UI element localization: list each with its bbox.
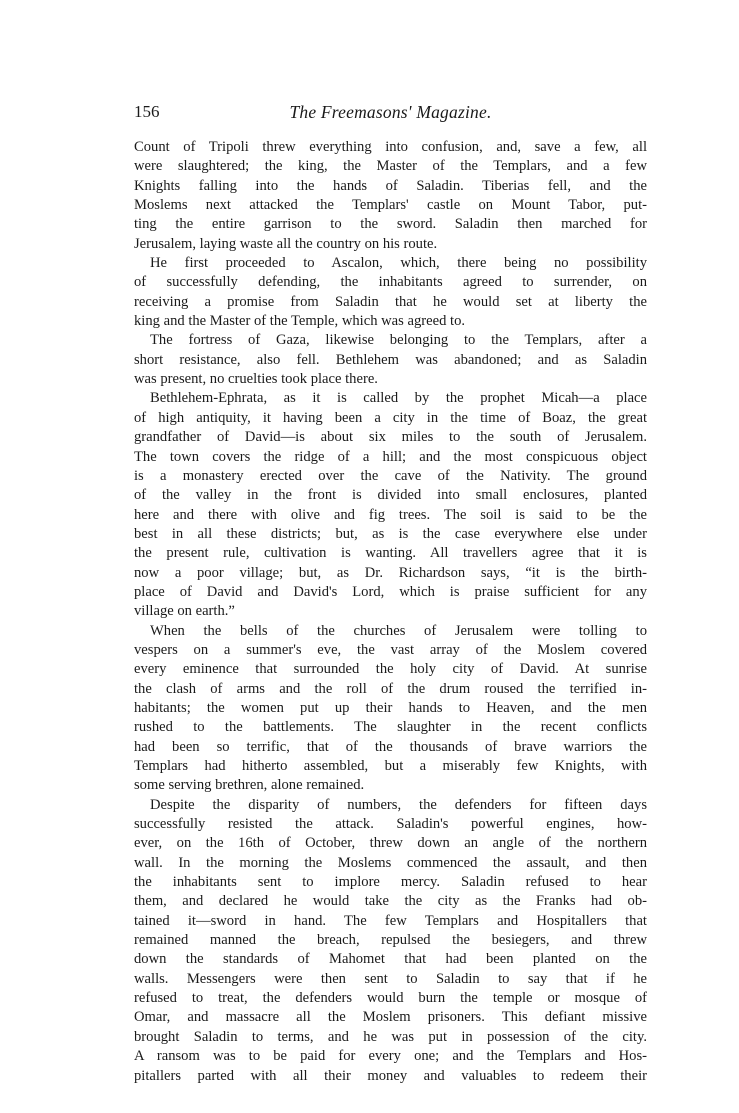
paragraph [134,796,647,1086]
text-line: of successfully defending, the inhabitants agreed to surrender, on [134,274,647,291]
text-line: Knights falling into the hands of Saladin. Tiberias fell, and the [134,177,647,194]
text-line: is a monastery erected over the cave of the Nativity. The ground [134,467,647,484]
text-line: of the valley in the front is divided into small enclosures, planted [134,487,647,504]
text-line: short resistance, also fell. Bethlehem was abandoned; and as Saladin [134,351,647,368]
text-line: Templars had hitherto assembled, but a miserably few Knights, with [134,758,647,774]
text-line: Count of Tripoli threw everything into confusion, and, save a few, all [134,139,647,155]
text-line: of high antiquity, it having been a city in the time of Boaz, the great [134,409,647,426]
text-line: rushed to the battlements. The slaughter in the recent conflicts [134,719,647,736]
text-line: Despite the disparity of numbers, the defenders for fifteen days [150,796,647,813]
article-body [134,138,647,1086]
paragraph [134,138,647,254]
text-line: place of David and David's Lord, which is praise sufficient for any [134,583,647,600]
text-line: wall. In the morning the Moslems commenced the assault, and then [134,854,647,871]
text-line: pitallers parted with all their money and valuables to redeem their [134,1067,647,1084]
magazine-page [134,102,647,1086]
text-line: village on earth.” [134,603,235,620]
text-line: ting the entire garrison to the sword. Saladin then marched for [134,216,647,233]
text-line: some serving brethren, alone remained. [134,777,365,794]
text-line: habitants; the women put up their hands to Heaven, and the men [134,699,647,716]
text-line: successfully resisted the attack. Saladin's powerful engines, how- [134,816,647,833]
page-header [134,102,647,128]
text-line: every eminence that surrounded the holy city of David. At sunrise [134,661,647,678]
text-line: remained manned the breach, repulsed the besiegers, and threw [134,932,647,949]
text-line: refused to treat, the defenders would burn the temple or mosque of [134,990,647,1007]
text-line: brought Saladin to terms, and he was put in possession of the city. [134,1028,647,1045]
text-line: king and the Master of the Temple, which was agreed to. [134,313,466,330]
running-title: The Freemasons' Magazine. [289,102,492,122]
text-line: here and there with olive and fig trees. The soil is said to be the [134,506,647,523]
text-line: Moslems next attacked the Templars' castle on Mount Tabor, put- [134,197,647,214]
text-line: ever, on the 16th of October, threw down an angle of the northern [134,835,647,852]
text-line: walls. Messengers were then sent to Saladin to say that if he [134,970,647,987]
text-line: best in all these districts; but, as is the case everywhere else under [134,525,647,542]
text-line: tained it—sword in hand. The few Templars and Hospitallers that [134,912,647,929]
text-line: The town covers the ridge of a hill; and the most conspicuous object [134,448,647,465]
paragraph [134,389,647,621]
text-line: the present rule, cultivation is wanting. All travellers agree that it is [134,545,647,562]
text-line: Omar, and massacre all the Moslem prisoners. This defiant missive [134,1009,647,1026]
text-line: He first proceeded to Ascalon, which, there being no possibility [150,255,647,272]
text-line: them, and declared he would take the city as the Franks had ob- [134,893,647,910]
text-line: the clash of arms and the roll of the drum roused the terrified in- [134,680,647,697]
text-line: A ransom was to be paid for every one; and the Templars and Hos- [134,1048,647,1065]
text-line: had been so terrific, that of the thousands of brave warriors the [134,738,647,755]
text-line: The fortress of Gaza, likewise belonging to the Templars, after a [150,332,647,349]
text-line: Jerusalem, laying waste all the country on his route. [134,235,438,252]
text-line: the inhabitants sent to implore mercy. Saladin refused to hear [134,874,647,891]
text-line: now a poor village; but, as Dr. Richardson says, “it is the birth- [134,564,647,581]
text-line: receiving a promise from Saladin that he would set at liberty the [134,293,647,310]
text-line: was present, no cruelties took place there. [134,371,378,388]
paragraph [134,331,647,389]
paragraph [134,254,647,331]
text-line: vespers on a summer's eve, the vast array of the Moslem covered [134,641,647,658]
text-line: down the standards of Mahomet that had been planted on the [134,951,647,968]
text-line: were slaughtered; the king, the Master of the Templars, and a few [134,158,647,175]
page-number: 156 [134,102,160,121]
text-line: grandfather of David—is about six miles to the south of Jerusalem. [134,429,647,446]
text-line: Bethlehem-Ephrata, as it is called by the prophet Micah—a place [150,390,647,407]
paragraph [134,622,647,796]
text-line: When the bells of the churches of Jerusalem were tolling to [150,622,647,639]
